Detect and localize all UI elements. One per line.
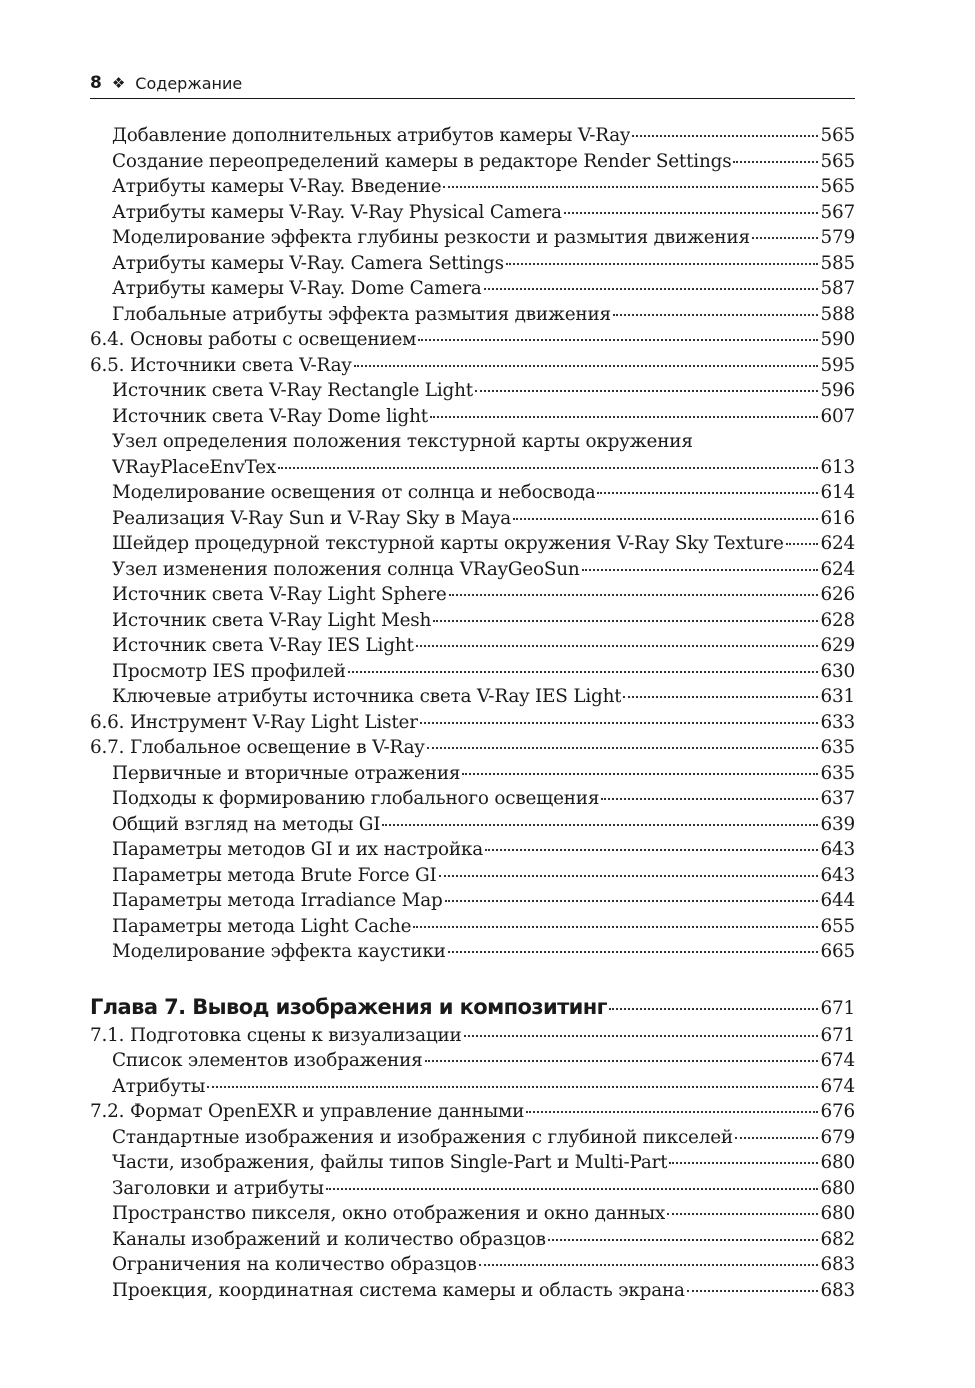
dot-leader bbox=[420, 722, 819, 724]
dot-leader bbox=[506, 263, 819, 265]
dot-leader bbox=[667, 1213, 818, 1215]
toc-entry-title: 6.4. Основы работы с освещением bbox=[90, 329, 417, 350]
page-number: 8 bbox=[90, 73, 102, 93]
toc-entry[interactable] bbox=[90, 200, 855, 226]
toc-entry[interactable] bbox=[90, 914, 855, 940]
toc-entry[interactable] bbox=[90, 582, 855, 608]
toc-page-number: 637 bbox=[820, 788, 855, 809]
toc-entry-title: Моделирование эффекта каустики bbox=[112, 941, 446, 962]
toc-section-entry[interactable] bbox=[90, 735, 855, 761]
toc-entry[interactable] bbox=[90, 1125, 855, 1151]
toc-page-number: 639 bbox=[820, 813, 855, 835]
toc-entry-title: Добавление дополнительных атрибутов камеры V-Ray bbox=[112, 125, 631, 146]
dot-leader bbox=[623, 696, 818, 698]
toc-page-number: 635 bbox=[820, 737, 855, 758]
toc-entry-title: Узел определения положения текстурной карты окружения bbox=[112, 431, 693, 452]
toc-page-number: 676 bbox=[820, 1101, 855, 1122]
toc-entry[interactable] bbox=[90, 404, 855, 430]
toc-entry-title: Атрибуты камеры V-Ray. Введение bbox=[112, 176, 442, 197]
toc-entry[interactable] bbox=[90, 888, 855, 914]
toc-page-number: 590 bbox=[820, 329, 855, 350]
toc-entry[interactable] bbox=[90, 276, 855, 302]
toc-entry-title: 7.2. Формат OpenEXR и управление данными bbox=[90, 1101, 525, 1122]
dot-leader bbox=[479, 1264, 819, 1266]
dot-leader bbox=[526, 1111, 818, 1113]
toc-entry-title: Параметры метода Irradiance Map bbox=[112, 890, 443, 911]
toc-entry-title: Первичные и вторичные отражения bbox=[112, 762, 461, 784]
page-header bbox=[90, 68, 855, 99]
dot-leader bbox=[462, 773, 818, 775]
toc-entry[interactable] bbox=[90, 1150, 855, 1176]
toc-entry-title: Атрибуты камеры V-Ray. Dome Camera bbox=[112, 278, 482, 299]
toc-entry-title: Атрибуты камеры V-Ray. V-Ray Physical Camera bbox=[112, 201, 562, 223]
toc-entry-title: Источник света V-Ray Rectangle Light bbox=[112, 380, 473, 401]
toc-entry-title: 6.5. Источники света V-Ray bbox=[90, 354, 352, 376]
toc-section-entry[interactable] bbox=[90, 327, 855, 353]
dot-leader bbox=[207, 1086, 818, 1088]
toc-entry[interactable] bbox=[90, 786, 855, 812]
toc-entry[interactable] bbox=[90, 761, 855, 787]
toc-page-number: 630 bbox=[820, 660, 855, 682]
toc-entry-title: Общий взгляд на методы GI bbox=[112, 813, 381, 835]
table-of-contents bbox=[90, 123, 855, 1303]
toc-page-number: 665 bbox=[820, 941, 855, 962]
toc-entry[interactable] bbox=[90, 863, 855, 889]
dot-leader bbox=[416, 645, 819, 647]
toc-entry-title: Пространство пикселя, окно отображения и окно данных bbox=[112, 1203, 666, 1224]
dot-leader bbox=[669, 1162, 818, 1164]
toc-entry-title: Просмотр IES профилей bbox=[112, 660, 346, 682]
toc-entry-title: Шейдер процедурной текстурной карты окружения V-Ray Sky Texture bbox=[112, 533, 784, 554]
toc-entry-line bbox=[90, 429, 855, 455]
toc-entry[interactable] bbox=[90, 378, 855, 404]
toc-entry[interactable] bbox=[90, 455, 855, 481]
toc-entry-title: Источник света V-Ray Light Sphere bbox=[112, 584, 447, 605]
toc-page-number: 631 bbox=[820, 686, 855, 707]
toc-entry[interactable] bbox=[90, 531, 855, 557]
toc-entry-title: Стандартные изображения и изображения с глубиной пикселей bbox=[112, 1126, 733, 1148]
toc-page-number: 628 bbox=[820, 609, 855, 631]
toc-entry[interactable] bbox=[90, 1201, 855, 1227]
toc-page-number: 674 bbox=[820, 1050, 855, 1071]
dot-leader bbox=[354, 365, 819, 367]
dot-leader bbox=[278, 467, 818, 469]
dot-leader bbox=[601, 798, 818, 800]
toc-page-number: 683 bbox=[820, 1254, 855, 1275]
diamond-separator-icon: ❖ bbox=[111, 74, 126, 92]
toc-page-number: 655 bbox=[820, 915, 855, 937]
dot-leader bbox=[609, 1008, 818, 1010]
toc-page-number: 680 bbox=[820, 1152, 855, 1173]
dot-leader bbox=[427, 747, 819, 749]
toc-entry[interactable] bbox=[90, 251, 855, 277]
dot-leader bbox=[632, 135, 818, 137]
toc-entry-title: Параметры метода Brute Force GI bbox=[112, 864, 437, 886]
toc-entry-title: Подходы к формированию глобального освещения bbox=[112, 788, 600, 809]
toc-entry[interactable] bbox=[90, 1252, 855, 1278]
toc-entry[interactable] bbox=[90, 174, 855, 200]
toc-entry[interactable] bbox=[90, 837, 855, 863]
toc-page-number: 629 bbox=[820, 635, 855, 656]
toc-entry[interactable] bbox=[90, 608, 855, 634]
toc-entry-title: 6.6. Инструмент V-Ray Light Lister bbox=[90, 711, 418, 733]
toc-entry-title: Создание переопределений камеры в редакторе Render Settings bbox=[112, 150, 732, 172]
toc-section-entry[interactable] bbox=[90, 1099, 855, 1125]
toc-entry[interactable] bbox=[90, 1074, 855, 1100]
toc-page-number: 588 bbox=[820, 303, 855, 325]
toc-entry[interactable] bbox=[90, 812, 855, 838]
dot-leader bbox=[443, 186, 818, 188]
toc-entry-title: Атрибуты камеры V-Ray. Camera Settings bbox=[112, 252, 504, 274]
toc-entry[interactable] bbox=[90, 149, 855, 175]
toc-page-number: 596 bbox=[820, 380, 855, 401]
toc-entry[interactable] bbox=[90, 1278, 855, 1304]
toc-entry[interactable] bbox=[90, 684, 855, 710]
toc-page-number: 587 bbox=[820, 278, 855, 299]
dot-leader bbox=[564, 212, 819, 214]
toc-page-number: 624 bbox=[820, 533, 855, 554]
toc-entry-title: Ограничения на количество образцов bbox=[112, 1254, 477, 1275]
dot-leader bbox=[430, 416, 819, 418]
toc-page-number: 683 bbox=[820, 1279, 855, 1301]
toc-entry-title: Глобальные атрибуты эффекта размытия движения bbox=[112, 303, 611, 325]
toc-entry-title: Источник света V-Ray Dome light bbox=[112, 405, 428, 427]
toc-entry-title: Заголовки и атрибуты bbox=[112, 1177, 324, 1199]
dot-leader bbox=[413, 926, 818, 928]
toc-entry-title: Список элементов изображения bbox=[112, 1050, 423, 1071]
toc-entry[interactable] bbox=[90, 557, 855, 583]
dot-leader bbox=[735, 1137, 819, 1139]
toc-page-number: 616 bbox=[820, 507, 855, 529]
toc-page-number: 671 bbox=[820, 997, 855, 1019]
toc-entry[interactable] bbox=[90, 302, 855, 328]
toc-page-number: 680 bbox=[820, 1203, 855, 1224]
toc-page-number: 644 bbox=[820, 890, 855, 911]
dot-leader bbox=[548, 1239, 819, 1241]
toc-page-number: 633 bbox=[820, 711, 855, 733]
toc-entry[interactable] bbox=[90, 939, 855, 965]
toc-page-number: 680 bbox=[820, 1177, 855, 1199]
toc-entry[interactable] bbox=[90, 123, 855, 149]
dot-leader bbox=[485, 849, 818, 851]
toc-page-number: 607 bbox=[820, 405, 855, 427]
dot-leader bbox=[582, 569, 819, 571]
toc-section-entry[interactable] bbox=[90, 710, 855, 736]
toc-page-number: 565 bbox=[820, 150, 855, 172]
dot-leader bbox=[752, 237, 819, 239]
toc-page-number: 643 bbox=[820, 839, 855, 860]
dot-leader bbox=[348, 671, 819, 673]
dot-leader bbox=[445, 900, 819, 902]
toc-page-number: 682 bbox=[820, 1228, 855, 1250]
toc-page-number: 674 bbox=[820, 1075, 855, 1097]
toc-page-number: 565 bbox=[820, 176, 855, 197]
dot-leader bbox=[513, 518, 818, 520]
toc-entry-title: Части, изображения, файлы типов Single-Part и Multi-Part bbox=[112, 1152, 668, 1173]
toc-entry-title: Параметры метода Light Cache bbox=[112, 915, 412, 937]
toc-page-number: 567 bbox=[820, 201, 855, 223]
toc-entry[interactable] bbox=[90, 1227, 855, 1253]
toc-entry-title: Глава 7. Вывод изображения и композитинг bbox=[90, 994, 608, 1019]
toc-page-number: 679 bbox=[820, 1126, 855, 1148]
dot-leader bbox=[433, 620, 818, 622]
toc-entry-title: Проекция, координатная система камеры и область экрана bbox=[112, 1279, 685, 1301]
dot-leader bbox=[326, 1188, 819, 1190]
toc-page-number: 624 bbox=[820, 558, 855, 580]
toc-entry-title: VRayPlaceEnvTex bbox=[112, 456, 277, 478]
toc-chapter-entry[interactable] bbox=[90, 991, 855, 1023]
toc-entry-title: 6.7. Глобальное освещение в V-Ray bbox=[90, 737, 425, 758]
toc-page-number: 595 bbox=[820, 354, 855, 376]
toc-page-number: 579 bbox=[820, 227, 855, 248]
toc-entry-title: Источник света V-Ray IES Light bbox=[112, 635, 414, 656]
toc-entry-title: Ключевые атрибуты источника света V-Ray IES Light bbox=[112, 686, 622, 707]
dot-leader bbox=[425, 1060, 819, 1062]
toc-section-entry[interactable] bbox=[90, 1023, 855, 1049]
toc-entry-title: Моделирование освещения от солнца и небосвода bbox=[112, 482, 596, 503]
dot-leader bbox=[439, 875, 819, 877]
toc-entry-title: Атрибуты bbox=[112, 1075, 206, 1097]
toc-entry-title: Параметры методов GI и их настройка bbox=[112, 839, 484, 860]
dot-leader bbox=[597, 492, 818, 494]
toc-entry-title: Узел изменения положения солнца VRayGeoSun bbox=[112, 558, 580, 580]
toc-entry-title: Каналы изображений и количество образцов bbox=[112, 1228, 546, 1250]
dot-leader bbox=[448, 951, 819, 953]
toc-page-number: 643 bbox=[820, 864, 855, 886]
dot-leader bbox=[449, 594, 819, 596]
toc-entry[interactable] bbox=[90, 633, 855, 659]
toc-page-number: 626 bbox=[820, 584, 855, 605]
toc-entry[interactable] bbox=[90, 1176, 855, 1202]
dot-leader bbox=[475, 390, 819, 392]
toc-entry[interactable] bbox=[90, 480, 855, 506]
toc-page-number: 585 bbox=[820, 252, 855, 274]
toc-entry[interactable] bbox=[90, 506, 855, 532]
dot-leader bbox=[484, 288, 819, 290]
toc-page-number: 565 bbox=[820, 125, 855, 146]
toc-page-number: 635 bbox=[820, 762, 855, 784]
toc-page-number: 614 bbox=[820, 482, 855, 503]
dot-leader bbox=[613, 314, 819, 316]
toc-entry[interactable] bbox=[90, 225, 855, 251]
dot-leader bbox=[464, 1035, 819, 1037]
toc-entry-title: Реализация V-Ray Sun и V-Ray Sky в Maya bbox=[112, 507, 512, 529]
toc-section-entry[interactable] bbox=[90, 353, 855, 379]
dot-leader bbox=[786, 543, 819, 545]
dot-leader bbox=[733, 161, 818, 163]
toc-entry-title: Моделирование эффекта глубины резкости и размытия движения bbox=[112, 227, 750, 248]
toc-entry[interactable] bbox=[90, 659, 855, 685]
toc-entry-title: Источник света V-Ray Light Mesh bbox=[112, 609, 432, 631]
dot-leader bbox=[687, 1290, 819, 1292]
dot-leader bbox=[382, 824, 818, 826]
toc-page-number: 613 bbox=[820, 456, 855, 478]
toc-entry-title: 7.1. Подготовка сцены к визуализации bbox=[90, 1024, 462, 1046]
dot-leader bbox=[418, 339, 818, 341]
toc-entry[interactable] bbox=[90, 1048, 855, 1074]
section-title: Содержание bbox=[135, 73, 243, 93]
toc-page-number: 671 bbox=[820, 1024, 855, 1046]
